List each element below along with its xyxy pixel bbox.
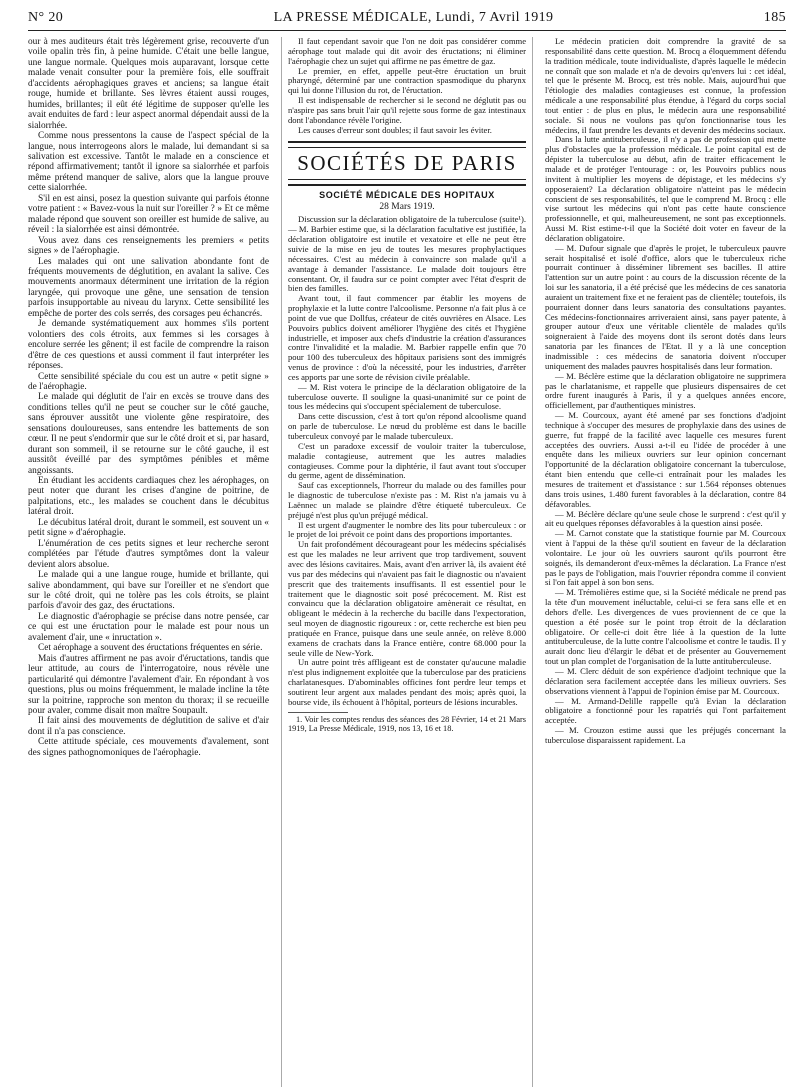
paragraph: — M. Trémolières estime que, si la Société médicale ne prend pas la tête d'un mouvement inéluctable, celui-ci se fera sans elle et en dehors d'elle. Les divergences de vues proviennent de ce que la question a été posée sur le point trop étroit de la déclaration obligatoire. Or celle-ci doit être liée à la question de la lutte antituberculeuse, de la lutte contre l'alcoolisme et contre le taudis. Il y aurait donc lieu d'élargir le débat et de présenter au Gouvernement tout un plan complet de l'organisation de la lutte antituberculeuse. — [545, 587, 786, 667]
page-folio: 185 — [763, 10, 786, 25]
paragraph: Sauf cas exceptionnels, l'horreur du malade ou des familles pour le diagnostic de tuberculose n'existe pas : M. Rist n'a jamais vu à Laënnec un malade se plaindre d'être étiqueté tuberculeux. Ce préjugé n'est plus qu'un préjugé médical. — [287, 480, 527, 520]
paragraph: Le décubitus latéral droit, durant le sommeil, est souvent un « petit signe » d'aérophagie. — [28, 517, 269, 539]
paragraph: — M. Rist votera le principe de la déclaration obligatoire de la tuberculose ouverte. Il souligne la quasi-unanimité sur ce point de tous les médecins qui s'occupent spécialement de tuberculose. — [287, 381, 527, 412]
section-title: SOCIÉTÉS DE PARIS — [288, 147, 526, 180]
session-date: 28 Mars 1919. — [379, 202, 435, 213]
paragraph: — M. Crouzon estime aussi que les préjugés concernant la tuberculose disparaissent rapidement. La — [545, 725, 786, 745]
paragraph: Le diagnostic d'aérophagie se précise dans notre pensée, car ce qui est une éructation pour le malade est pour nous un avalement d'air, une « inructation ». — [28, 611, 269, 643]
paragraph: Les malades qui ont une salivation abondante font de fréquents mouvements de déglutition, en avalant la salive. Ces mouvements anormaux déterminent une irritation de la région laryngée, qui provoque une gêne, une sensation de tension parfois insupportable au niveau du larynx. Cette sensibilité les empêche de porter des cols serrés, des corsages peu échancrés. — [28, 256, 269, 319]
paragraph: our à mes auditeurs était très légèrement grise, recouverte d'un voile opalin très fin, à peine humide. C'était une belle langue, une langue normale. Quelques mois auparavant, lorsque cette malade venait consulter pour la première fois, elle souffrait d'accidents aérophagiques graves et anciens; sa langue était rouge, humide et brillante. Ses lèvres étaient aussi rouges, humides, brillantes; il eût été légitime de supposer qu'elle les avait enduites de fard : leur aspect anormal dépendait aussi de la sialorrhée. — [28, 37, 269, 131]
paragraph: Il fait ainsi des mouvements de déglutition de salive et d'air dont il n'a pas conscience. — [28, 716, 269, 737]
paragraph: Le malade qui a une langue rouge, humide et brillante, qui salive abondamment, qui bave sur l'oreiller et ne s'endort que sur le côté droit, qui ne tolère pas les cols étroits, se plaint parfois d'avoir des gaz, des éructations. — [28, 570, 269, 612]
column-middle — [281, 37, 533, 1087]
text-columns — [28, 37, 786, 1087]
paragraph: Je demande systématiquement aux hommes s'ils portent volontiers des cols étroits, aux femmes si les corsages à encolure serrée les gênent; il est facile de comprendre la raison d'être de ces questions et aussi comment il faut interpréter les réponses. — [28, 319, 269, 372]
paragraph: Dans la lutte antituberculeuse, il n'y a pas de profession qui mette plus d'obstacles que la profession médicale. Le point capital est de dépister la tuberculose au début, afin de traiter efficacement le malade et de protéger l'entourage : or, les Pouvoirs publics nous invitent à multiplier les moyens de dépistage, et les médecins s'y opposeraient? La déclaration obligatoire n'atteint pas le médecin conscient de ses responsabilités, tel que le comprend M. Brocq : elle vise surtout les médecins qui n'ont pas cette haute conscience professionnelle, et qui, malheureusement, ne sont pas exceptionnels. Aussi M. Rist estime-t-il que la Société doit voter en faveur de la déclaration obligatoire. — [545, 134, 786, 243]
paragraph: Le premier, en effet, appelle peut-être éructation un bruit pharyngé, déterminé par une contraction spasmodique du pharynx qui lui donne l'illusion du rot, de l'éructation. — [287, 65, 527, 96]
paragraph: — M. Armand-Delille rappelle qu'à Evian la déclaration obligatoire a fonctionné pour les rapatriés qui l'ont parfaitement acceptée. — [545, 695, 786, 726]
paragraph: Cette attitude spéciale, ces mouvements d'avalement, sont des signes pathognomoniques de l'aérophagie. — [28, 737, 269, 758]
paragraph: Discussion sur la déclaration obligatoire de la tuberculose (suite¹). — M. Barbier estime que, si la déclaration facultative est justifiée, la déclaration obligatoire est inutile et vexatoire et elle ne peut être suivie de la mise en jeu de toutes les mesures prophylactiques nécessaires. C'est au médecin à convaincre son malade qu'il a avantage à demander l'assistance. Le malade doit toujours être consentant. Or, il faudra sur ce point compter avec l'état d'esprit de bien des familles. — [287, 214, 527, 294]
society-report — [288, 215, 526, 707]
paragraph: Comme nous pressentons la cause de l'aspect spécial de la langue, nous interrogeons alors le malade, lui demandant si sa salivation est excessive. Tantôt le malade en a conscience et répond affirmativement; tantôt il ignore sa sialorrhée et parfois même prétend manquer de salive, alors que la langue prouve cette sialorrhée. — [28, 131, 269, 194]
paragraph: L'énumération de ces petits signes et leur recherche seront complétées par l'étude d'autres symptômes dont la valeur devient alors absolue. — [28, 538, 269, 570]
issue-number: N° 20 — [28, 10, 64, 25]
masthead: LA PRESSE MÉDICALE, Lundi, 7 Avril 1919 — [273, 10, 554, 25]
paragraph: Avant tout, il faut commencer par établir les moyens de prophylaxie et la lutte contre l'alcoolisme. Personne n'a fait plus à ce point de vue que Dollfus, créateur de cités ouvrières en Alsace. Les Pouvoirs publics doivent améliorer l'hygiène des cités et l'hygiène industrielle, et imposer aux chefs d'industrie la création d'assurances contre l'invalidité et la maladie. M. Barbier rappelle enfin que 70 pour 100 des tuberculeux des hôpitaux parisiens sont des immigrés venus de province : d'où la nécessité, pour les industries, d'arrêter ces apports par une sorte de révision civile préalable. — [287, 293, 527, 382]
paragraph: — M. Dufour signale que d'après le projet, le tuberculeux pauvre serait hospitalisé et isolé d'office, alors que le tuberculeux riche pourrait continuer à disséminer librement ses bacilles. Il attire l'attention sur un autre point : au cours de la discussion récente de la loi sur les sanatoria, il a été précisé que les médecins de ces sanatoria auraient un traitement fixe et ne feraient pas de clientèle; toutefois, ils pourraient donner dans leurs sanatoria des consultations payantes. Ces médecins-fonctionnaires arriveraient ainsi, sans payer patente, à grouper autour d'eux une véritable clientèle de malades qu'ils soigneraient à l'aide des moyens dont ils seront dotés dans leurs sanatoria par les finances de l'Etat. Il y a là une conception inadmissible : ces médecins de sanatoria doivent n'occuper uniquement des malades pauvres hospitalisés dans leur formation. — [545, 242, 786, 371]
paragraph: Le médecin praticien doit comprendre la gravité de sa responsabilité dans cette question. M. Brocq a éloquemment défendu la tradition médicale, toute individualiste, d'après laquelle le médecin ne connaît que son malade et n'a de devoirs qu'envers lui : cet idéal, tel que le présente M. Brocq, est très noble. Mais, aujourd'hui que l'étiologie des maladies contagieuses est connue, la profession médicale a une responsabilité plus étendue, à l'égard du corps social tout entier : de plus en plus, le médecin aura une responsabilité sociale. Si nous ne voulons pas qu'on fonctionnarise tous les médecins, il faut prendre les devants et devenir des médecins sociaux. — [545, 37, 786, 135]
paragraph: En étudiant les accidents cardiaques chez les aérophages, on peut noter que durant les crises d'angine de poitrine, de palpitations, etc., les malades se couchent dans le décubitus latéral droit. — [28, 476, 269, 518]
paragraph: Les causes d'erreur sont doubles; il faut savoir les éviter. — [297, 124, 492, 135]
paragraph: — M. Courcoux, ayant été amené par ses fonctions d'adjoint technique à s'occuper des mesures de prophylaxie dans des usines de guerre, fut frappé de la facilité avec laquelle ces mesures furent acceptées des ouvriers. Aussi a-t-il eu l'idée de procéder à une enquête dans les milieux ouvriers sur leur opinion concernant l'opportunité de la déclaration obligatoire concernant la tuberculose, étant bien entendu que celle-ci entraînait pour les malades les mesures de traitement et d'assistance : sur 1.564 réponses obtenues dans trois usines, 1.480 furent favorables à la déclaration, contre 84 défavorables. — [545, 410, 786, 509]
column-left — [28, 37, 269, 1087]
column-right — [545, 37, 786, 1087]
paragraph: Il est urgent d'augmenter le nombre des lits pour tuberculeux : or le projet de loi prévoit ce point dans des proportions importantes. — [287, 519, 527, 540]
paragraph: S'il en est ainsi, posez la question suivante qui parfois étonne votre patient : « Bavez-vous la nuit sur l'oreiller ? » Et ce même malade répond que souvent son oreiller est humide de salive, au réveil : la sialorrhée est ainsi démontrée. — [28, 193, 269, 236]
footnote: 1. Voir les comptes rendus des séances des 28 Février, 14 et 21 Mars 1919, La Presse Médicale, 1919, nos 13, 16 et 18. — [287, 714, 527, 734]
paragraph: — M. Béclère estime que la déclaration obligatoire ne supprimera pas le charlatanisme, et rappelle que plusieurs dispensaires de cet ordre furent inaugurés à Paris, il y a quelques années encore, officiellement, par d'authentiques ministres. — [545, 370, 786, 411]
paragraph: — M. Clerc déduit de son expérience d'adjoint technique que la déclaration sera facilement acceptée dans les milieux ouvriers. Ses observations viennent à l'appui de l'opinion émise par M. Courcoux. — [545, 666, 786, 696]
paragraph: Cette sensibilité spéciale du cou est un autre « petit signe » de l'aérophagie. — [28, 371, 269, 392]
paragraph: — M. Béclère déclare qu'une seule chose le surprend : c'est qu'il y ait eu quelques réponses défavorables à la question ainsi posée. — [545, 508, 786, 529]
paragraph: Vous avez dans ces renseignements les premiers « petits signes » de l'aérophagie. — [28, 235, 269, 257]
paragraph: Dans cette discussion, c'est à tort qu'on répond alcoolisme quand on parle de tuberculose. Le nœud du problème est dans le bacille tuberculeux convoyé par le malade tuberculeux. — [287, 411, 527, 441]
paragraph: — M. Carnot constate que la statistique fournie par M. Courcoux vient à l'appui de la thèse qu'il soutient en faveur de la déclaration volontaire. Le jour où les ouvriers sauront qu'ils pourront être soignés, ils demanderont d'eux-mêmes la déclaration. La France n'est pas le pays de l'obligation, mais l'ouvrier répondra comme il convient si l'on fait appel à son bon sens. — [545, 528, 786, 588]
paragraph: Il est indispensable de rechercher si le second ne déglutit pas ou n'aspire pas sans bruit l'air qu'il rejette sous forme de gaz intestinaux dont l'abondance révèle l'origine. — [287, 95, 527, 125]
paragraph: Un fait profondément décourageant pour les médecins spécialisés est que les malades ne leur arrivent que trop tardivement, souvent avec des lésions cavitaires. Mais, avant d'en arriver là, ils avaient été vus par des médecins qui n'avaient pas fait le diagnostic ou n'avaient prescrit que des traitements insuffisants. Il est essentiel pour le traitement que le diagnostic soit posé précocement. M. Rist est convaincu que la déclaration obligatoire amènerait ce résultat, en obligeant le médecin à la recherche du bacille dans l'expectoration, seul moyen de diagnostic rigoureux : or, cette recherche est bien peu pratiquée en France, puisque dans une seule année, on relève 8.000 examens de crachats dans la France entière, contre 68.000 pour la seule ville de New-York. — [287, 539, 527, 658]
paragraph: C'est un paradoxe excessif de vouloir traiter la tuberculose, maladie contagieuse, autrement que les autres maladies contagieuses. Comme pour la diphtérie, il faut avant tout s'occuper du germe, agent de dissémination. — [287, 440, 527, 481]
paragraph: Mais d'autres affirment ne pas avoir d'éructations, tandis que leur attitude, au cours de l'interrogatoire, nous révèle une particularité qui démontre l'avalement d'air. En répondant à vos questions, plus ou moins fréquemment, le malade incline la tête sur la poitrine, rapproche son menton du thorax; il se recueille pour avaler, comme disait mon maître Soupault. — [28, 653, 269, 716]
paragraph: Il faut cependant savoir que l'on ne doit pas considérer comme aérophage tout malade qui dit avoir des éructations; ni éliminer l'aérophagie chez un sujet qui affirme ne pas émettre de gaz. — [287, 37, 527, 66]
paragraph: Cet aérophage a souvent des éructations fréquentes en série. — [38, 643, 263, 654]
section-banner — [288, 141, 526, 186]
paragraph: Un autre point très affligeant est de constater qu'aucune maladie n'est plus indignement exploitée que la tuberculose par des praticiens charlatanesques. D'abominables officines font perdre leur temps et soutirent leur argent aux malades pendant des mois; après quoi, la bourse vide, ils échouent à l'hôpital, porteurs de lésions incurables. — [287, 657, 527, 707]
paragraph: Le malade qui déglutit de l'air en excès se trouve dans des conditions telles qu'il ne peut se coucher sur le côté gauche, sans éprouver aussitôt une violente gêne respiratoire, des sensations douloureuses, sans entendre les battements de son cœur. Il ne peut s'endormir que sur le côté droit et si, par hasard, durant son sommeil, il se retourne sur le côté gauche, il est aussitôt éveillé par des symptômes pénibles et même angoissants. — [28, 392, 269, 476]
footnote-rule — [288, 712, 348, 713]
society-heading: SOCIÉTÉ MÉDICALE DES HOPITAUX — [319, 190, 495, 201]
continued-article — [288, 37, 526, 135]
running-header — [28, 10, 786, 31]
